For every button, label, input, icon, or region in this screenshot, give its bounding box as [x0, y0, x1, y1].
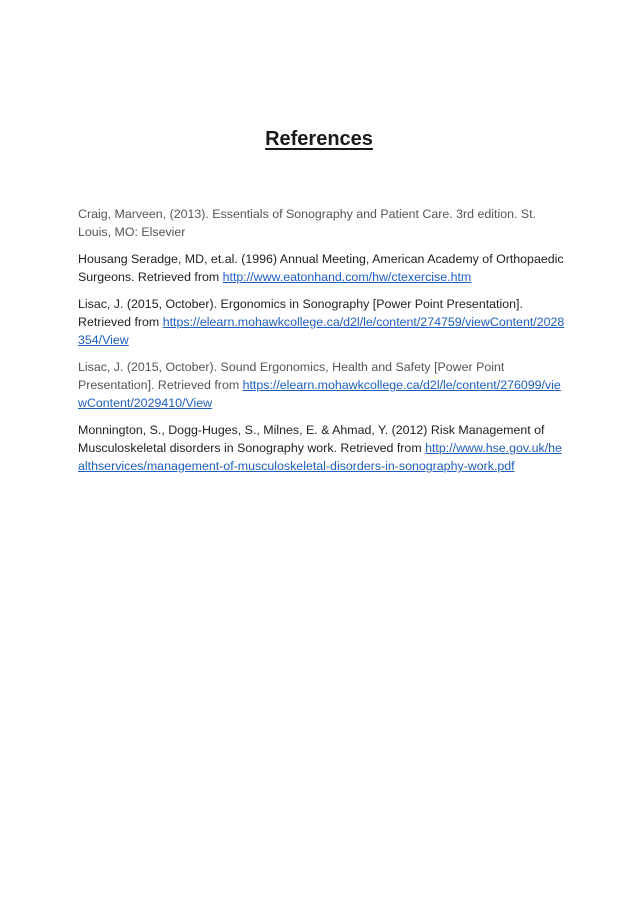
- reference-link[interactable]: http://www.eatonhand.com/hw/ctexercise.htm: [222, 270, 472, 284]
- page-title: References: [265, 128, 373, 150]
- reference-link[interactable]: https://elearn.mohawkcollege.ca/d2l/le/content/274759/viewContent/2028354/View: [78, 315, 565, 347]
- references-list: [78, 205, 568, 484]
- reference-text: Lisac, J. (2015, October). Sound Ergonomics, Health and Safety [Power Point Presentation]. Retrieved from: [78, 360, 505, 392]
- reference-item-4: [78, 358, 568, 412]
- reference-item-2: [78, 250, 568, 286]
- reference-text: Craig, Marveen, (2013). Essentials of Sonography and Patient Care. 3rd edition. St. Louis, MO: Elsevier: [78, 207, 537, 239]
- reference-text: Housang Seradge, MD, et.al. (1996) Annual Meeting, American Academy of Orthopaedic Surgeons. Retrieved from: [78, 252, 564, 284]
- reference-link[interactable]: http://www.hse.gov.uk/healthservices/management-of-musculoskeletal-disorders-in-sonography-work.pdf: [78, 441, 562, 473]
- reference-item-5: [78, 421, 568, 475]
- reference-item-3: [78, 295, 568, 349]
- reference-link[interactable]: https://elearn.mohawkcollege.ca/d2l/le/content/276099/viewContent/2029410/View: [78, 378, 561, 410]
- reference-item-1: [78, 205, 568, 241]
- reference-text: Monnington, S., Dogg-Huges, S., Milnes, E. & Ahmad, Y. (2012) Risk Management of Musculoskeletal disorders in Sonography work. Retrieved from: [78, 423, 545, 455]
- reference-text: Lisac, J. (2015, October). Ergonomics in Sonography [Power Point Presentation]. Retrieved from: [78, 297, 523, 329]
